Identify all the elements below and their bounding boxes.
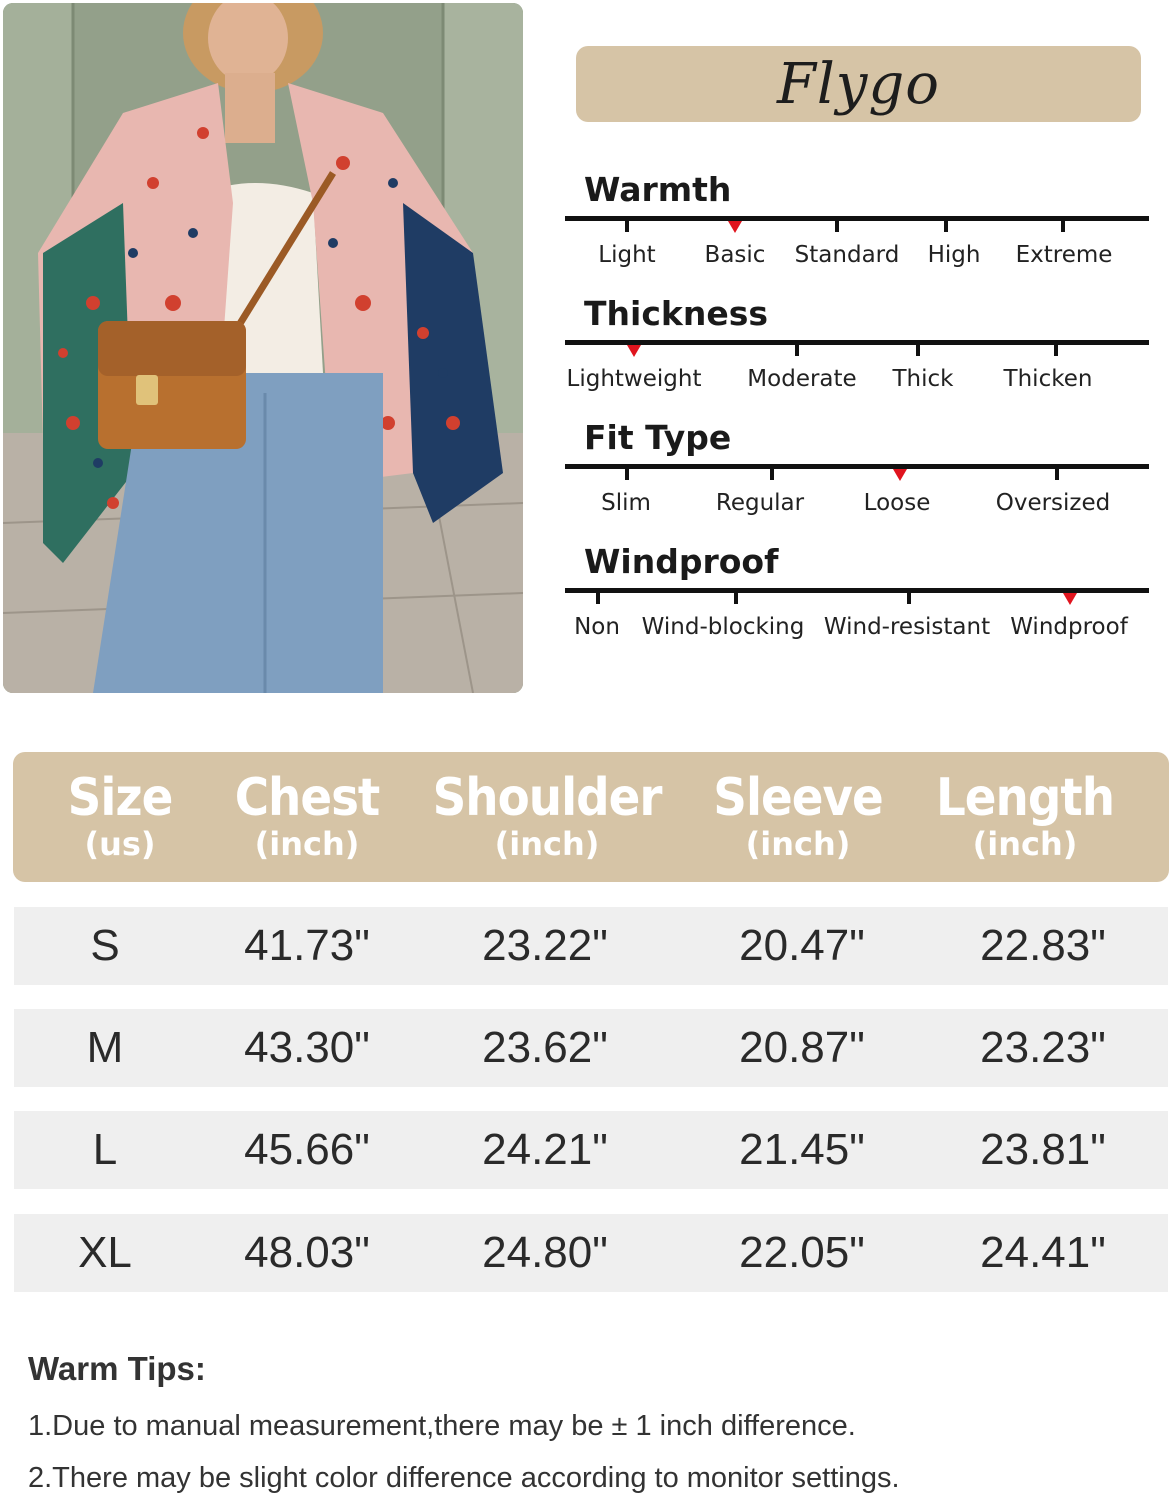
scale-option: Wind-resistant [823, 614, 991, 640]
scale-tick [734, 592, 738, 604]
scale-title: Windproof [584, 542, 779, 581]
cell-chest: 43.30" [244, 1023, 370, 1072]
scale-option: Thick [892, 366, 954, 392]
scale-thickness [565, 294, 1149, 418]
scale-tick [625, 220, 629, 232]
cell-shoulder: 23.22" [482, 921, 608, 970]
column-header-unit: (us) [84, 825, 156, 863]
table-row [14, 907, 1168, 985]
scale-line [565, 588, 1149, 593]
cell-shoulder: 24.21" [482, 1125, 608, 1174]
cell-size: S [90, 921, 120, 970]
table-row [14, 1111, 1168, 1189]
scale-option: Basic [704, 242, 766, 268]
cell-shoulder: 23.62" [482, 1023, 608, 1072]
scale-option: Extreme [1015, 242, 1113, 268]
scale-option: Regular [715, 490, 805, 516]
column-header-unit: (inch) [254, 825, 360, 863]
scale-option: Thicken [1003, 366, 1093, 392]
cell-size: M [86, 1023, 124, 1072]
scale-warmth [565, 170, 1149, 294]
scale-option: Lightweight [566, 366, 702, 392]
scale-line [565, 340, 1149, 345]
scale-option: Slim [601, 490, 651, 516]
scale-tick [625, 468, 629, 480]
selected-marker-icon [1063, 593, 1077, 605]
table-row [14, 1214, 1168, 1292]
column-header-label: Size [67, 768, 173, 828]
scale-option: Moderate [747, 366, 857, 392]
selected-marker-icon [728, 221, 742, 233]
scale-tick [1054, 344, 1058, 356]
column-header-label: Sleeve [713, 768, 883, 828]
scale-fit-type [565, 418, 1149, 542]
size-table-header [13, 752, 1169, 882]
scale-tick [916, 344, 920, 356]
column-header-chest [235, 770, 380, 862]
cell-chest: 48.03" [244, 1228, 370, 1277]
cell-size: L [92, 1125, 118, 1174]
column-header-length [936, 770, 1114, 862]
cell-length: 24.41" [980, 1228, 1106, 1277]
tip-item: 1.Due to manual measurement,there may be ± 1 inch difference. [28, 1410, 856, 1442]
cell-sleeve: 20.47" [739, 921, 865, 970]
scale-windproof [565, 542, 1149, 666]
cell-size: XL [78, 1228, 132, 1277]
table-row [14, 1009, 1168, 1087]
scale-option: Wind-blocking [641, 614, 805, 640]
scale-tick [795, 344, 799, 356]
scale-title: Thickness [584, 294, 768, 333]
scale-tick [944, 220, 948, 232]
model-jacket-illustration [3, 3, 523, 693]
tips-title: Warm Tips: [28, 1350, 206, 1387]
brand-banner [576, 46, 1141, 122]
scale-line [565, 464, 1149, 469]
cell-chest: 41.73" [244, 921, 370, 970]
scale-tick [1061, 220, 1065, 232]
selected-marker-icon [627, 345, 641, 357]
column-header-size [68, 770, 173, 862]
scale-option: Oversized [995, 490, 1111, 516]
scale-tick [1055, 468, 1059, 480]
column-header-unit: (inch) [972, 825, 1078, 863]
brand-name: Flygo [777, 51, 940, 117]
scale-option: Light [598, 242, 656, 268]
cell-shoulder: 24.80" [482, 1228, 608, 1277]
column-header-label: Chest [234, 768, 380, 828]
scale-title: Fit Type [584, 418, 732, 457]
scale-option: Loose [863, 490, 931, 516]
scale-option: Non [574, 614, 620, 640]
cell-length: 23.23" [980, 1023, 1106, 1072]
cell-sleeve: 20.87" [739, 1023, 865, 1072]
scale-tick [907, 592, 911, 604]
cell-length: 22.83" [980, 921, 1106, 970]
column-header-label: Length [935, 768, 1115, 828]
cell-sleeve: 22.05" [739, 1228, 865, 1277]
scale-tick [835, 220, 839, 232]
scale-title: Warmth [584, 170, 732, 209]
cell-sleeve: 21.45" [739, 1125, 865, 1174]
tip-item: 2.There may be slight color difference according to monitor settings. [28, 1462, 900, 1494]
scale-option: Windproof [1010, 614, 1128, 640]
scale-option: Standard [794, 242, 900, 268]
cell-chest: 45.66" [244, 1125, 370, 1174]
scale-tick [596, 592, 600, 604]
column-header-label: Shoulder [432, 768, 662, 828]
column-header-shoulder [433, 770, 662, 862]
scale-option: High [927, 242, 981, 268]
column-header-sleeve [713, 770, 882, 862]
cell-length: 23.81" [980, 1125, 1106, 1174]
product-photo [3, 3, 523, 693]
selected-marker-icon [893, 469, 907, 481]
column-header-unit: (inch) [745, 825, 851, 863]
column-header-unit: (inch) [494, 825, 600, 863]
scale-tick [770, 468, 774, 480]
